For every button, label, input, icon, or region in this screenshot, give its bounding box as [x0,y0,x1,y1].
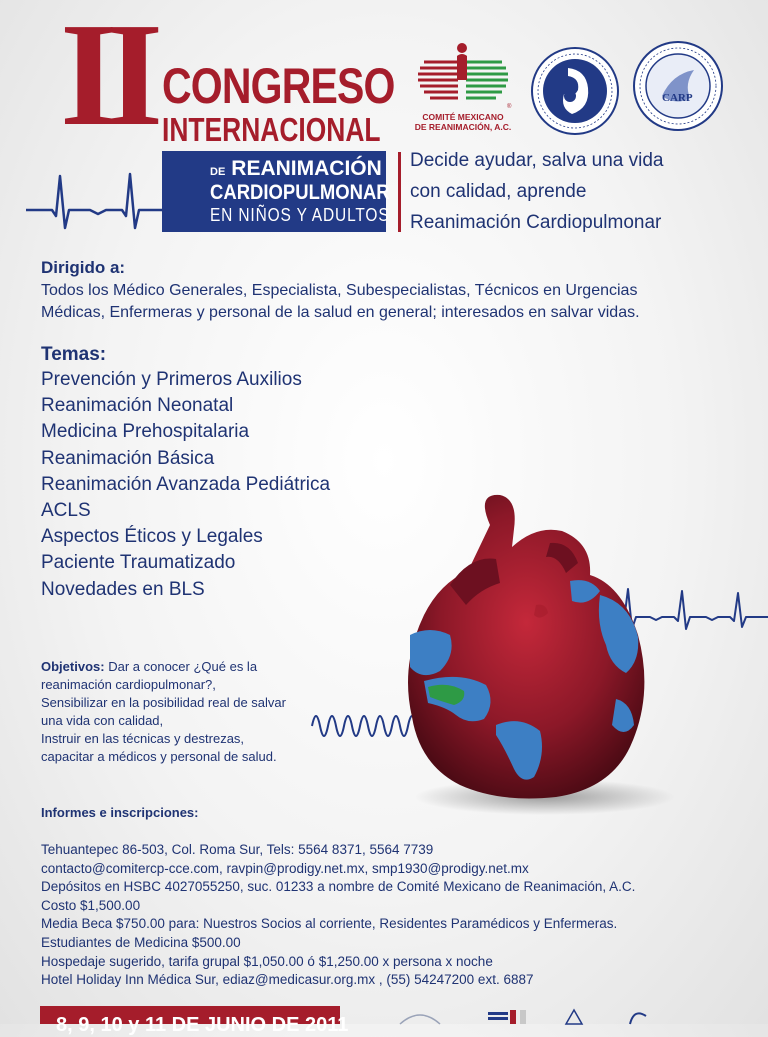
carp-initials: CARP [662,92,693,104]
sociedad-mexicana-pediatria-logo-icon [530,46,620,136]
tema-item: Reanimación Básica [41,447,215,469]
informes-line: Media Beca $750.00 para: Nuestros Socios al corriente, Residentes Paramédicos y Enfermeras. [41,916,618,932]
informes-line: Tehuantepec 86-503, Col. Roma Sur, Tels: 5564 8371, 5564 7739 [41,842,434,857]
event-date: 8, 9, 10 y 11 DE JUNIO DE 2011 [56,1014,349,1036]
tema-item: Novedades en BLS [41,578,205,600]
slogan-line-1: Decide ayudar, salva una vida [410,150,664,171]
dirigido-heading: Dirigido a: [41,258,126,277]
carp-emblem-icon [632,40,724,132]
tema-item: Reanimación Avanzada Pediátrica [41,473,331,495]
informes-line: Depósitos en HSBC 4027055250, suc. 01233 a nombre de Comité Mexicano de Reanimación, A.C. [41,879,636,895]
temas-list [41,367,330,603]
subtitle-de: DE [210,166,226,178]
title-congreso: CONGRESO [162,58,395,114]
tema-item: Reanimación Neonatal [41,395,234,417]
informes-line: Hotel Holiday Inn Médica Sur, ediaz@medicasur.org.mx , (55) 54247200 ext. 6887 [41,972,534,988]
informes-heading: Informes e inscripciones: [41,805,199,820]
slogan-line-2: con calidad, aprende [410,181,587,202]
objetivos-line: Sensibilizar en la posibilidad real de salvar [41,695,286,710]
dirigido-line-2: Médicas, Enfermeras y personal de la salud en general; interesados en salvar vidas. [41,304,640,321]
objetivos-line: Instruir en las técnicas y destrezas, [41,731,245,746]
subtitle-ninos-adultos: EN NIÑOS Y ADULTOS [210,205,390,225]
informes-line: contacto@comitercp-cce.com, ravpin@prodigy.net.mx, smp1930@prodigy.net.mx [41,860,529,876]
slogan-line-3: Reanimación Cardiopulmonar [410,212,662,233]
tema-item: Paciente Traumatizado [41,552,236,574]
title-internacional: INTERNACIONAL [162,111,381,148]
temas-heading: Temas: [41,344,107,365]
informes-line: Hospedaje sugerido, tarifa grupal $1,050.00 ó $1,250.00 x persona x noche [41,953,493,969]
subtitle-reanimacion: REANIMACIÓN [231,157,382,180]
cmr-name-line-1: COMITÉ MEXICANO [422,112,504,122]
svg-text:®: ® [507,104,512,110]
subtitle-banner [162,151,390,232]
objetivos-block [41,658,316,766]
objetivos-label: Objetivos: [41,659,105,674]
objetivos-line: una vida con calidad, [41,713,164,728]
sponsor-logos-icon [390,1006,720,1024]
date-banner [40,1006,349,1036]
tema-item: Medicina Prehospitalaria [41,421,250,443]
informes-line: Costo $1,500.00 [41,897,141,913]
cmr-emblem-icon [410,40,516,112]
tema-item: Prevención y Primeros Auxilios [41,369,302,390]
objetivos-line: capacitar a médicos y personal de salud. [41,749,277,764]
dirigido-line-1: Todos los Médico Generales, Especialista, Subespecialistas, Técnicos en Urgencias [41,282,638,299]
subtitle-cardiopulmonar: CARDIOPULMONAR [210,181,390,204]
tema-item: Aspectos Éticos y Legales [41,526,263,548]
objetivos-line: Dar a conocer ¿Qué es la [108,659,258,674]
objetivos-line: reanimación cardiopulmonar?, [41,677,216,692]
cmr-name-line-2: DE REANIMACIÓN, A.C. [414,122,512,132]
informes-list [41,841,635,990]
tema-item: ACLS [41,500,91,522]
carp-logo [632,40,724,132]
informes-line: Estudiantes de Medicina $500.00 [41,934,241,950]
roman-numeral: II [60,0,152,157]
heart-globe-illustration-icon [300,485,680,820]
header-divider [398,152,401,232]
comite-mexicano-logo [410,40,516,140]
